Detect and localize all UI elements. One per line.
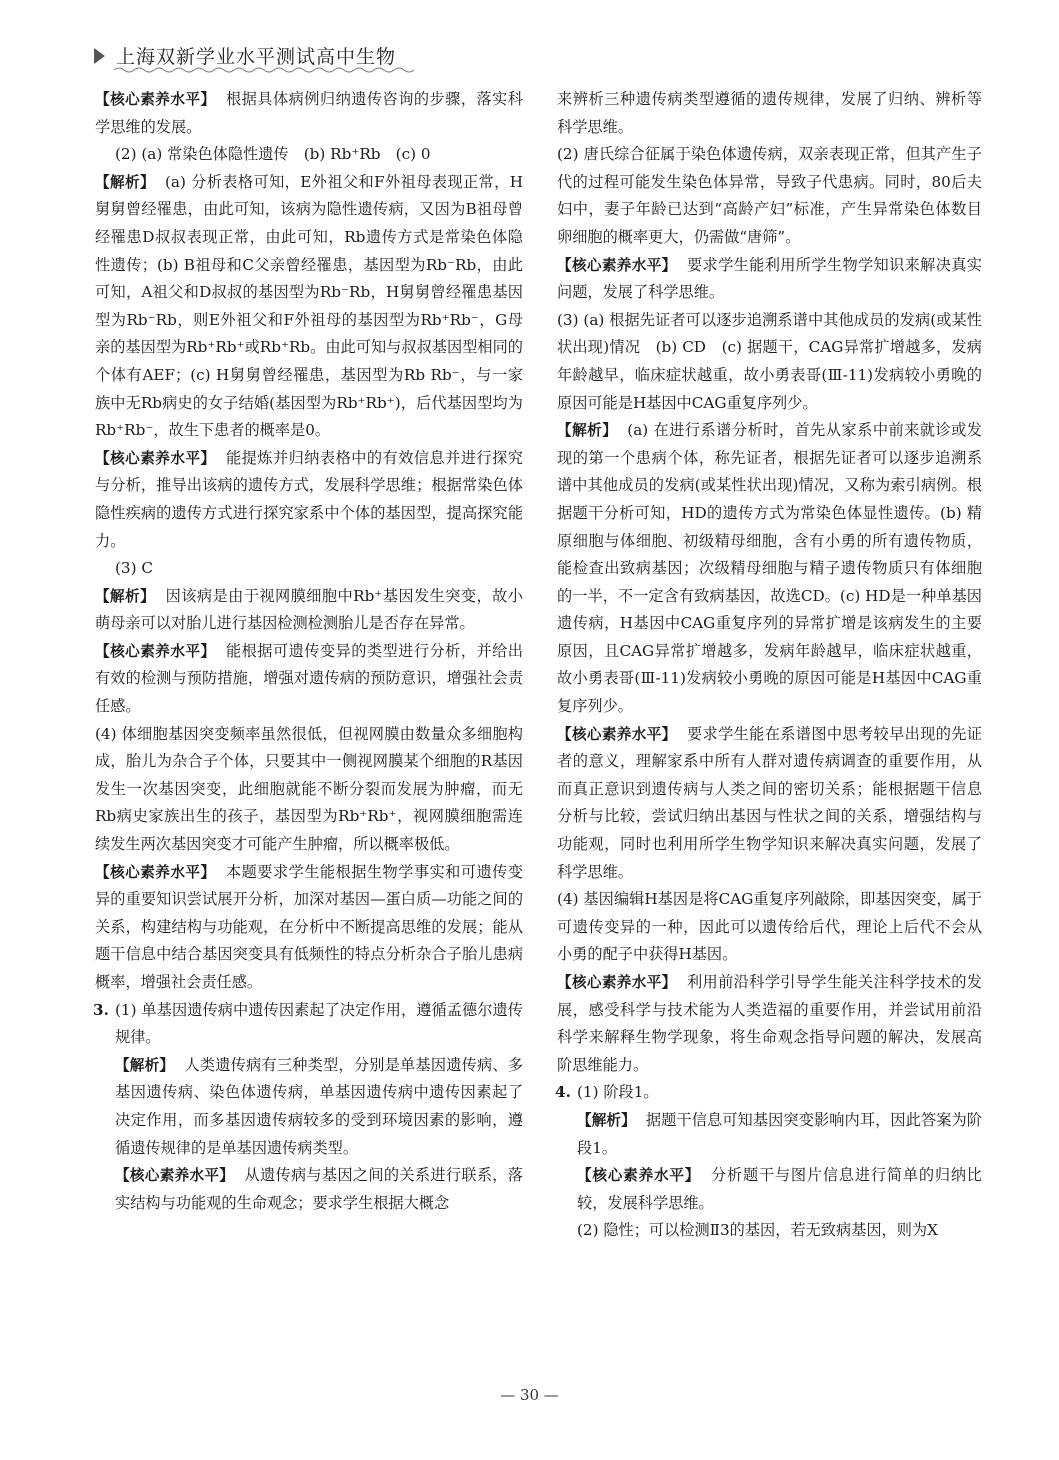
question-4-answer [557,1079,982,1107]
answer-4: (4) 体细胞基因突变频率虽然很低，但视网膜由数量众多细胞构成，胎儿为杂合子个体，只要其中一侧视网膜某个细胞的R基因发生一次基因突变，此细胞就能不断分裂而发展为肿瘤，而无Rb病史家族出生的孩子，基因型为Rb⁺Rb⁺，视网膜细胞需连续发生两次基因突变才可能产生肿瘤，所以概率极低。 [95,724,523,854]
core-literacy-block [557,721,982,887]
page-number: — 30 — [500,1386,559,1404]
core-literacy-text: 利用前沿科学引导学生能关注科学技术的发展，感受科学与技术能为人类造福的重要作用，并尝试用前沿科学来解释生物学现象，将生命观念指导问题的解决，发展高阶思维能力。 [557,973,982,1074]
core-literacy-text: 分析题干与图片信息进行简单的归纳比较，发展科学思维。 [577,1166,982,1212]
core-literacy-block [95,445,523,555]
analysis-block [557,1107,982,1162]
core-literacy-tag: 【核心素养水平】 [95,449,216,467]
answer-2: (2) 唐氏综合征属于染色体遗传病，双亲表现正常，但其产生子代的过程可能发生染色体异常，导致子代患病。同时，80后夫妇中，妻子年龄已达到“高龄产妇”标准，产生异常染色体数目卵细胞的概率更大，仍需做“唐筛”。 [557,145,982,246]
core-literacy-text: 能根据可遗传变异的类型进行分析，并给出有效的检测与预防措施，增强对遗传病的预防意识，增强社会责任感。 [95,641,523,716]
analysis-text: 据题干信息可知基因突变影响内耳，因此答案为阶段1。 [577,1110,982,1157]
core-literacy-text: 要求学生能在系谱图中思考较早出现的先证者的意义，理解家系中所有人群对遗传病调查的重要作用，从而真正意识到遗传病与人类之间的密切关系；能根据题干信息分析与比较，尝试归纳出基因与性状之间的关系，增强结构与功能观，同时也利用所学生物学知识来解决真实问题，发展了科学思维。 [557,724,982,881]
left-column [95,86,523,1217]
core-literacy-tag: 【核心素养水平】 [95,91,216,108]
core-literacy-tag: 【核心素养水平】 [577,1167,701,1185]
answer-text: (2) 隐性；可以检测Ⅱ3的基因，若无致病基因，则为X [577,1221,938,1240]
core-literacy-tag: 【核心素养水平】 [557,725,677,743]
question-number: 4. [555,1083,571,1102]
core-literacy-block [95,859,523,997]
analysis-text: 因该病是由于视网膜细胞中Rb⁺基因发生突变，故小萌母亲可以对胎儿进行基因检测检测胎儿是否存在异常。 [95,586,523,633]
core-literacy-text: 本题要求学生能根据生物学事实和可遗传变异的重要知识尝试展开分析，加深对基因—蛋白质—功能之间的关系，构建结构与功能观，在分析中不断提高思维的发展；能从题干信息中结合基因突变具有低频性的特点分析杂合子胎儿患病概率，增强社会责任感。 [95,862,523,991]
answer-3: (3) (a) 根据先证者可以逐步追溯系谱中其他成员的发病(或某性状出现)情况 (b) CD (c) 据题干，CAG异常扩增越多，发病年龄越早，临床症状越重，故小勇表哥(Ⅲ-11)发病较小勇晚的原因可能是H基因中CAG重复序列少。 [557,310,982,412]
right-column [557,86,982,1245]
analysis-tag: 【解析】 [95,587,156,605]
wavy-underline-icon [114,66,414,74]
analysis-block [95,1052,523,1162]
question-3-answer [95,997,523,1052]
analysis-tag: 【解析】 [115,1056,175,1074]
triangle-marker-icon [94,48,105,64]
core-literacy-text: 根据具体病例归纳遗传咨询的步骤，落实科学思维的发展。 [95,90,523,136]
core-literacy-block [95,86,523,141]
core-literacy-tag: 【核心素养水平】 [115,1167,235,1185]
analysis-tag: 【解析】 [557,422,618,440]
core-literacy-tag: 【核心素养水平】 [557,974,677,991]
analysis-tag: 【解析】 [95,173,155,191]
answer-2: (2) (a) 常染色体隐性遗传 (b) Rb⁺Rb (c) 0 [115,145,431,164]
core-literacy-text: 能提炼并归纳表格中的有效信息并进行探究与分析，推导出该病的遗传方式，发展科学思维；根据常染色体隐性疾病的遗传方式进行探究家系中个体的基因型，提高探究能力。 [95,448,523,550]
core-literacy-block [557,969,982,1079]
core-literacy-tag: 【核心素养水平】 [557,256,677,274]
core-literacy-block [557,252,982,307]
analysis-block [95,583,523,638]
analysis-text: (a) 在进行系谱分析时，首先从家系中前来就诊或发现的第一个患病个体，称先证者，根据先证者可以逐步追溯系谱中其他成员的发病(或某性状出现)情况，又称为索引病例。根据题干分析可知，HD的遗传方式为常染色体显性遗传。(b) 精原细胞与体细胞、初级精母细胞，含有小勇的所有遗传物质，能检查出致病基因；次级精母细胞与精子遗传物质只有体细胞的一半，不一定含有致病基因，故选CD。(c) HD是一种单基因遗传病，H基因中CAG重复序列的异常扩增是该病发生的主要原因，且CAG异常扩增越多，发病年龄越早，临床症状越重，故小勇表哥(Ⅲ-11)发病较小勇晚的原因可能是H基因中CAG重复序列少。 [557,421,982,716]
core-literacy-text: 要求学生能利用所学生物学知识来解决真实问题，发展了科学思维。 [557,255,982,302]
continued-text: 来辨析三种遗传病类型遵循的遗传规律，发展了归纳、辨析等科学思维。 [557,90,982,136]
question-number: 3. [93,1000,109,1019]
answer-text: (1) 单基因遗传病中遗传因素起了决定作用，遵循孟德尔遗传规律。 [115,1000,523,1047]
analysis-text: (a) 分析表格可知，E外祖父和F外祖母表现正常，H舅舅曾经罹患，由此可知，该病为隐性遗传病，又因为B祖母曾经罹患D叔叔表现正常，由此可知，Rb遗传方式是常染色体隐性遗传；(b) B祖母和C父亲曾经罹患，基因型为Rb⁻Rb，由此可知，A祖父和D叔叔的基因型为Rb⁻Rb，H舅舅曾经罹患基因型为Rb⁻Rb，则E外祖父和F外祖母的基因型为Rb⁺Rb⁻，G母亲的基因型为Rb⁺Rb⁺或Rb⁺Rb。由此可知与叔叔基因型相同的个体有AEF；(c) H舅舅曾经罹患，基因型为Rb Rb⁻，与一家族中无Rb病史的女子结婚(基因型为Rb⁺Rb⁺)，后代基因型均为Rb⁺Rb⁻，故生下患者的概率是0。 [95,172,523,440]
answer-4: (4) 基因编辑H基因是将CAG重复序列敲除，即基因突变，属于可遗传变异的一种，因此可以遗传给后代，理论上后代不会从小勇的配子中获得H基因。 [557,890,982,964]
book-title: 上海双新学业水平测试高中生物 [116,46,397,68]
core-literacy-block [95,638,523,721]
core-literacy-tag: 【核心素养水平】 [95,863,216,881]
analysis-tag: 【解析】 [577,1111,636,1129]
analysis-block [557,417,982,721]
analysis-text: 人类遗传病有三种类型，分别是单基因遗传病、多基因遗传病、染色体遗传病，单基因遗传病中遗传因素起了决定作用，而多基因遗传病较多的受到环境因素的影响，遵循遗传规律的是单基因遗传病类型。 [115,1055,523,1157]
core-literacy-block [557,1162,982,1217]
analysis-block [95,169,523,445]
core-literacy-block [95,1162,523,1217]
core-literacy-text: 从遗传病与基因之间的关系进行联系，落实结构与功能观的生命观念；要求学生根据大概念 [115,1166,523,1212]
running-header [94,38,414,74]
answer-text: (1) 阶段1。 [577,1083,659,1102]
core-literacy-tag: 【核心素养水平】 [95,642,216,660]
answer-3: (3) C [115,559,153,578]
